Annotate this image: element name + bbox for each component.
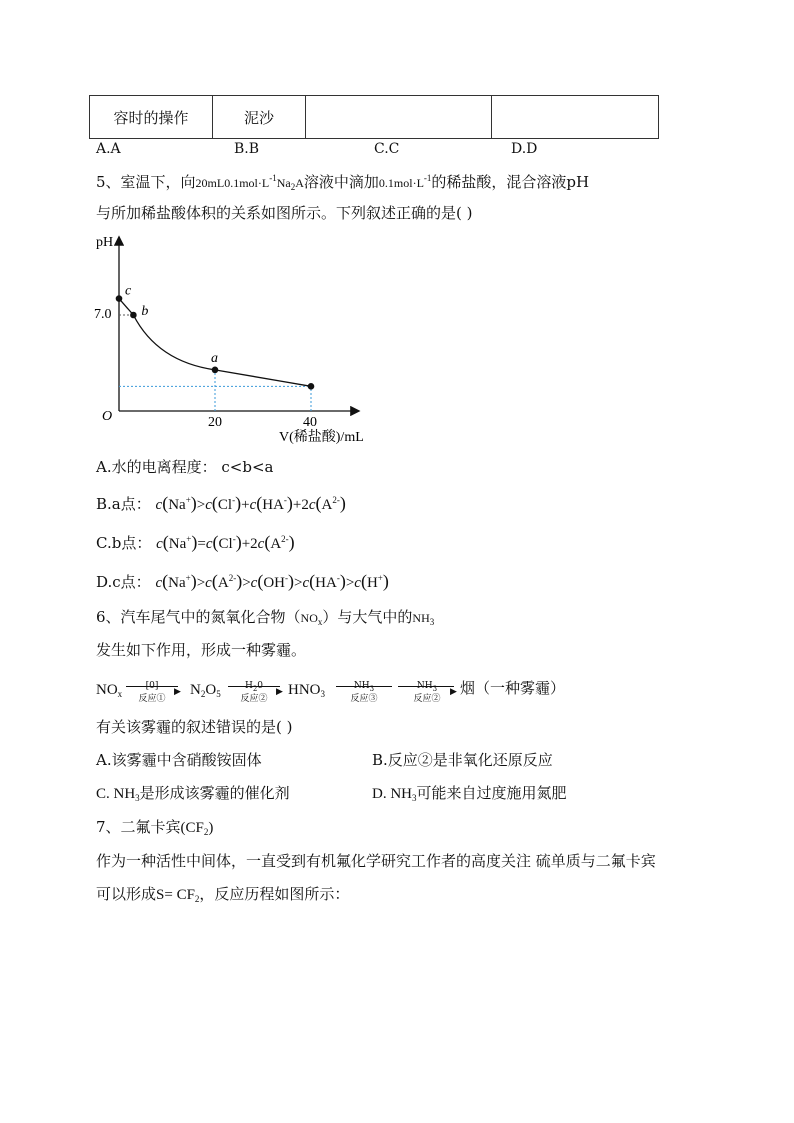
table-row (90, 96, 659, 139)
q7-stem-line3: 可以形成$S= CF_2$，反应历程如图所示： (96, 885, 350, 904)
q6-stem-line2: 发生如下作用，形成一种雾霾。 (96, 641, 307, 659)
q5-option-a: A.水的电离程度： c<b<a (96, 458, 274, 476)
q4-option-d: D.D (511, 141, 538, 157)
x-axis-label: V(稀盐酸)/mL (279, 430, 364, 445)
arrow-2 (228, 686, 280, 687)
q5-stem-line1: 5、室温下，向$20mL0.1mol\cdot L^{-1}Na_2A$溶液中滴加$0.1mol\cdot L^{-1}$的稀盐酸，混合溶液pH (96, 173, 590, 192)
origin-label: O (102, 409, 113, 424)
q7-stem-line2: 作为一种活性中间体，一直受到有机氟化学研究工作者的高度关注 硫单质与二氟卡宾 (96, 852, 656, 870)
point-label-c: c (125, 283, 132, 299)
table-cell: 泥沙 (213, 96, 306, 139)
q6-question: 有关该雾霾的叙述错误的是( ) (96, 718, 293, 736)
arrow-4 (398, 686, 454, 687)
q4-option-c: C.C (374, 141, 400, 157)
ph-titration-chart (86, 228, 376, 450)
y-axis-label: pH (96, 235, 114, 250)
question4-table (89, 95, 659, 139)
arrow-head-4: ▶ (450, 687, 457, 697)
arrow-head-2: ▶ (276, 687, 283, 697)
q5-option-b: B.a点： $c(Na^+)>c(Cl^-)+c(HA^-)+2c(A^{2-})$ (96, 493, 346, 513)
x-tick-40: 40 (303, 415, 317, 430)
table-cell: 容时的操作 (90, 96, 213, 139)
arrow-step1: 反应① (138, 694, 166, 704)
q5-stem-line2: 与所加稀盐酸体积的关系如图所示。下列叙述正确的是( ) (96, 204, 473, 222)
q4-option-b: B.B (234, 141, 260, 157)
chart-marks (116, 284, 315, 411)
table-cell (306, 96, 492, 139)
point-label-b: b (141, 304, 149, 319)
q6-option-a: A.该雾霾中含硝酸铵固体 (96, 751, 262, 769)
q4-option-a: A.A (96, 141, 121, 157)
q6-option-b: B.反应②是非氧化还原反应 (372, 751, 553, 769)
q6-option-c: C. $NH_3$是形成该雾霾的催化剂 (96, 784, 290, 803)
data-point-b (130, 312, 137, 319)
arrow-step2: 反应② (240, 694, 268, 704)
data-point-a (212, 367, 219, 374)
q5-option-c: C.b点： $c(Na^+)=c(Cl^-)+2c(A^{2-})$ (96, 532, 295, 552)
arrow-step2b: 反应② (413, 694, 441, 704)
point-label-a: a (211, 350, 218, 366)
q5-option-d: D.c点： $c(Na^+)>c(A^{2-})>c(OH^-)>c(HA^-)>c(H^+)$ (96, 571, 389, 591)
product-label: 烟（一种雾霾） (460, 679, 566, 697)
table-cell (492, 96, 659, 139)
data-point-end (308, 383, 315, 390)
q6-stem-line1: 6、汽车尾气中的氮氧化合物$(NO_x)$与大气中的$NH_3$ (96, 608, 435, 627)
q7-stem-line1: 7、二氟卡宾$(CF_2)$ (96, 818, 214, 837)
arrow-label-nh3-1: $NH_3$ (353, 681, 375, 693)
arrow-3 (336, 686, 392, 687)
x-tick-20: 20 (208, 415, 222, 430)
arrow-label-o: [0] (145, 681, 159, 691)
y-tick-7: 7.0 (94, 307, 112, 322)
arrow-label-nh3-2: $NH_3$ (416, 681, 438, 693)
data-point-c (116, 295, 123, 302)
arrow-head-1: ▶ (174, 687, 181, 697)
q6-option-d: D. $NH_3$可能来自过度施用氮肥 (372, 784, 567, 803)
arrow-step3: 反应③ (350, 694, 378, 704)
arrow-1 (126, 686, 178, 687)
arrow-label-h2o: $H_20$ (244, 681, 264, 693)
